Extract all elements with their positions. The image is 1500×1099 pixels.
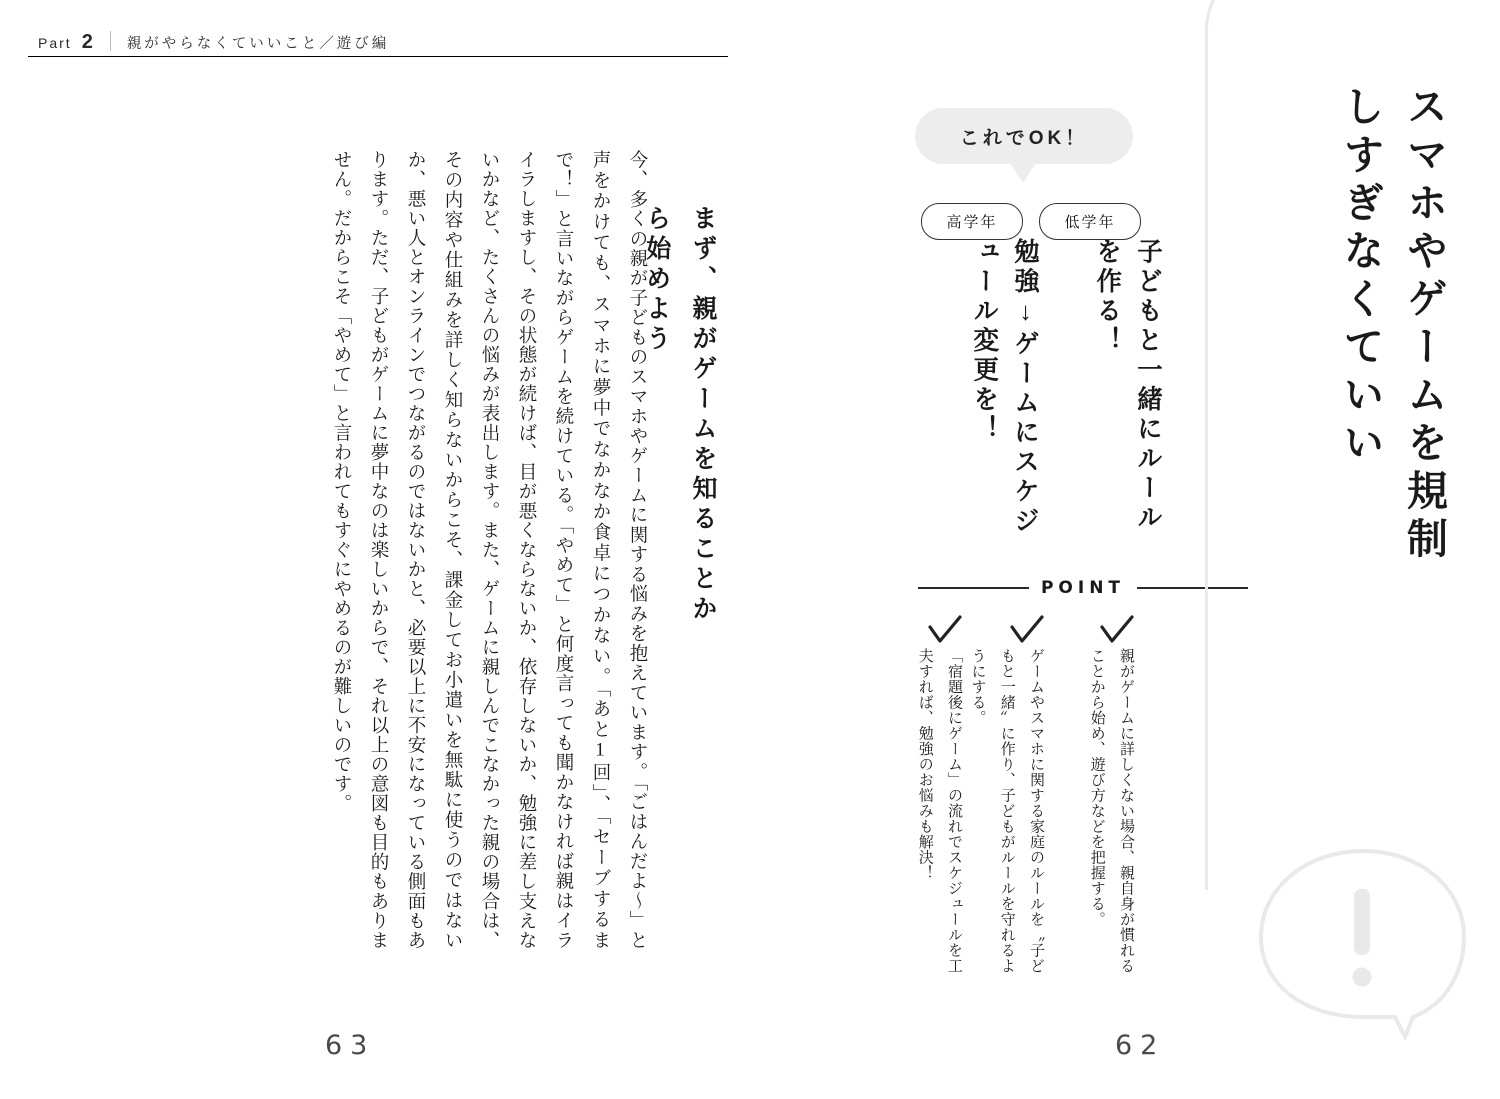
header-part-word: Part [38, 35, 72, 51]
page-number-left: 63 [325, 1030, 376, 1061]
ok-badge-tail [1010, 163, 1036, 183]
point-section-header [918, 578, 1248, 598]
grade-tag-low: 低学年 [1039, 203, 1141, 240]
header-part-title: 親がやらなくていいこと／遊び編 [126, 36, 390, 52]
point-section-label: POINT [1040, 578, 1126, 598]
checklist-item: ゲームやスマホに関する家庭のルールを〝子どもと一緒〟に作り、子どもがルールを守れるようにする。 [969, 648, 1044, 974]
header-part-number: 2 [81, 31, 94, 53]
point-statement-1: 子どもと一緒にルールを作る！ [1093, 238, 1163, 533]
point-statement-2: 勉強↓ゲームにスケジュール変更を！ [970, 238, 1040, 537]
checklist-item: 親がゲームに詳しくない場合、親自身が慣れることから始め、遊び方などを把握する。 [1088, 648, 1134, 974]
check-icon [1010, 615, 1044, 645]
grade-tag-high: 高学年 [921, 203, 1023, 240]
page-title: スマホやゲームを規制しすぎなくていい [1337, 85, 1447, 565]
decorative-frame [1205, 0, 1500, 890]
ok-badge: これでOK！ [915, 108, 1133, 164]
check-icon [1100, 615, 1134, 645]
check-icon [928, 615, 962, 645]
exclamation-speech-bubble-icon [1255, 845, 1470, 1040]
body-text: 今、多くの親が子どものスマホやゲームに関する悩みを抱えています。「ごはんだよ〜」と声をかけても、スマホに夢中でなかなか食卓につかない。「あと1回」、「セーブするまで！」と言いながらゲームを続けている。「やめて」と何度言っても聞かなければ親はイライラしますし、その状態が続けば、目が悪くならないか、依存しないか、勉強に差し支えないかなど、たくさんの悩みが表出します。また、ゲームに親しんでこなかった親の場合は、その内容や仕組みを詳しく知らないからこそ、課金してお小遣いを無駄に使うのではないか、悪い人とオンラインでつながるのではないかと、必要以上に不安になっている側面もあります。ただ、子どもがゲームに夢中なのは楽しいからで、それ以上の意図も目的もありません。だからこそ「やめて」と言われてもすぐにやめるのが難しいのです。 [331, 150, 647, 951]
page-number-right: 62 [1115, 1030, 1166, 1061]
header-divider [110, 31, 111, 51]
header-underline [28, 56, 728, 57]
point-rule-left [918, 587, 1029, 589]
running-header [38, 28, 389, 54]
checklist-item: 「宿題後にゲーム」の流れでスケジュールを工夫すれば、勉強のお悩みも解決！ [916, 648, 962, 974]
section-heading: まず、親がゲームを知ることから始めよう [642, 205, 716, 625]
